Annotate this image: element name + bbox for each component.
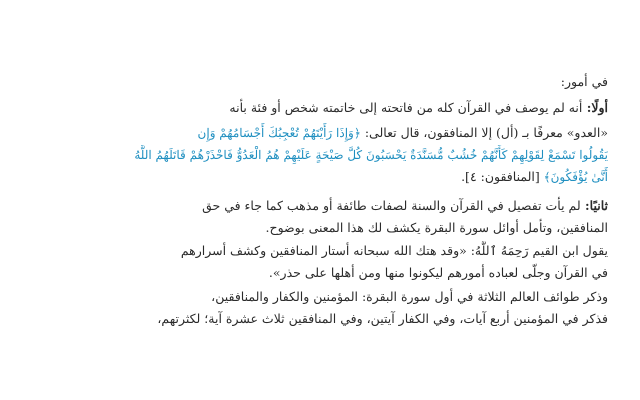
line-11-text: فذكر في المؤمنين أربع آيات، وفي الكفار آيتين، وفي المنافقين ثلاث عشرة آية؛ لكثرتهم، xyxy=(157,311,608,326)
text-line-5 xyxy=(30,167,608,189)
point-one-marker: أولًا: xyxy=(582,100,608,115)
point-two-marker: ثانيًا: xyxy=(580,198,608,213)
line-6-text: لم يأت تفصيل في القرآن والسنة لصفات طائفة أو مذهب كما جاء في حق xyxy=(202,198,581,213)
text-line-10 xyxy=(30,287,608,309)
line-8-text: يقول ابن القيم رَحِمَهُ ٱللَّهُ: «وقد هتك الله سبحانه أستار المنافقين وكشف أسرارهم xyxy=(180,243,608,258)
line-7-text: المنافقين، وتأمل أوائل سورة البقرة يكشف لك هذا المعنى بوضوح. xyxy=(265,220,608,235)
line-9-text: في القرآن وجلّى لعباده أمورهم ليكونوا منها ومن أهلها على حذر». xyxy=(268,265,608,280)
quran-verse-end: أَنَّىٰ يُؤْفَكُونَ﴾ xyxy=(539,170,608,184)
verse-reference: [المنافقون: ٤]. xyxy=(461,169,540,184)
text-line-6 xyxy=(30,196,608,218)
text-line-3 xyxy=(30,123,608,145)
line-3-text: «العدو» معرفًا بـ (أل) إلا المنافقون، قال تعالى: xyxy=(360,125,608,140)
text-line-7 xyxy=(30,218,608,240)
text-line-1 xyxy=(30,72,608,94)
text-line-2 xyxy=(30,98,608,120)
text-line-4 xyxy=(30,145,608,167)
quran-verse-start: ﴿وَإِذَا رَأَيْتَهُمْ تُعْجِبُكَ أَجْسَامُهُمْ وَإِن xyxy=(197,126,361,140)
line-10-text: وذكر طوائف العالم الثلاثة في أول سورة البقرة: المؤمنين والكفار والمنافقين، xyxy=(211,289,608,304)
line-1-text: في أمور: xyxy=(560,74,608,89)
text-line-9 xyxy=(30,263,608,285)
quran-verse-middle: يَقُولُوا تَسْمَعْ لِقَوْلِهِمْ كَأَنَّهُمْ خُشُبٌ مُّسَنَّدَةٌ يَحْسَبُونَ كُلَّ صَيْحَةٍ عَلَيْهِمْ هُمُ الْعَدُوُّ فَاحْذَرْهُمْ قَاتَلَهُمُ اللَّهُ xyxy=(134,148,608,162)
text-line-8 xyxy=(30,241,608,263)
text-line-11 xyxy=(30,309,608,331)
line-2-text: أنه لم يوصف في القرآن كله من فاتحته إلى خاتمته شخص أو فئة بأنه xyxy=(229,100,583,115)
